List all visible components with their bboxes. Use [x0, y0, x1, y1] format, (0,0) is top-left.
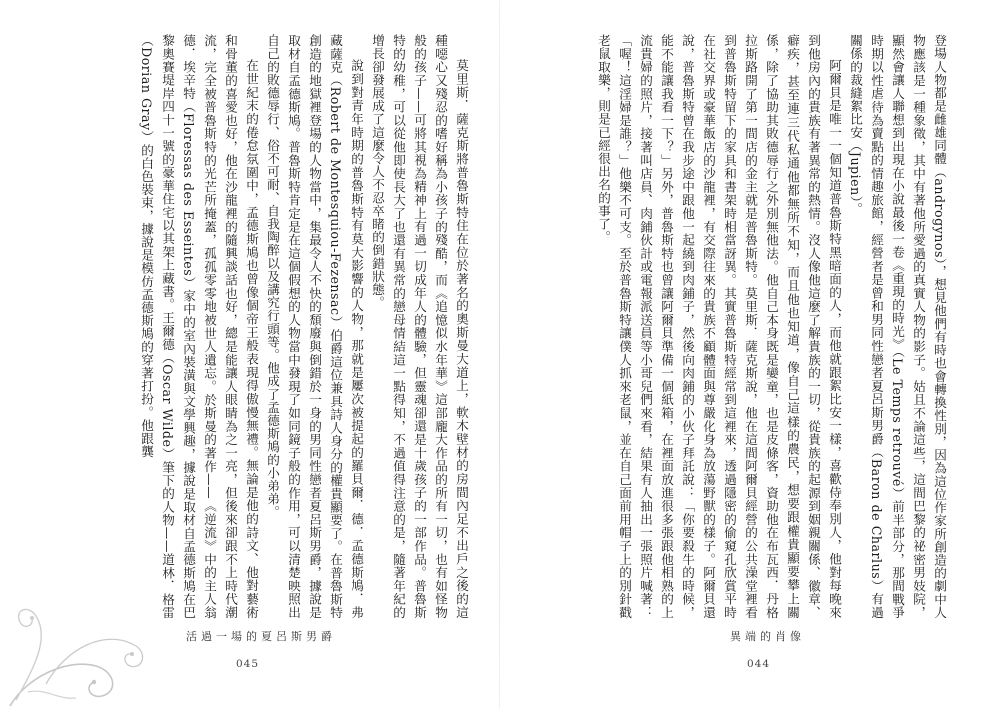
left-page-number: 045	[236, 658, 260, 670]
right-paragraph-2: 阿爾貝是唯一一個知道普魯斯特黑暗面的人，而他就跟絮比安一樣，喜歡侍奉別人，他對每晚來到他房內的貴族有著異常的熱情。沒人像他這麼了解貴族的一切，從貴族的起源到姻親關係、徽章、癖疾，甚至連三代私通他都無所不知，而且他也知道，像自己這樣的農民，想要跟權貴顯要攀上關係，除了協助其敗德辱行之外別無他法。他自己本身既是孌童，也是皮條客，資助他在布瓦西．丹格拉斯路開了第一間店的金主就是普魯斯特。莫里斯．薩克斯說，他在這間阿爾貝經營的公共澡堂裡看到普魯斯特留下的家具和書架時相當訝異。其實普魯斯特經常到這裡來，透過隱密的偷窺孔欣賞平時在社交界或豪華飯店的沙龍裡，有交際往來的貴族不顧體面與尊嚴化身為放蕩野獸的樣子。阿爾貝還說，普魯斯特曾在我步途中跟他一起繞到肉鋪子，然後向肉鋪的小伙子拜託說：「你要殺牛的時候，能不能讓我看一下？」另外，普魯斯特也曾讓阿爾貝準備一個紙箱，在裡面放進很多張跟他相熟的上流貴婦的照片，接著叫店員、肉鋪伙計或電報派送員等小哥兒們來看，結果有人抽出一張照片喊著：「喔！這淫婦是誰？」他樂不可支。至於普魯斯特讓僕人抓來老鼠，並在自己面前用帽子上的別針戳老鼠取樂，則是已經很出名的事了。	[596, 34, 842, 619]
left-paragraph-1: 莫里斯．薩克斯將普魯斯特住在位於著名的奧斯曼大道上，軟木壁材的房間內足不出戶之後的這種噁心又殘忍的嗜好稱為小孩子的殘酷，而《追憶似水年華》這部龐大作品的所有一切，也有如怪物般的孩子——可將其視為精神上有過一切成年人的體驗，但靈魂卻還是十歲孩子的一部作品。普魯斯特的幼稚，可以從他即使長大了也還有異常的戀母情結這一點得知，不過值得注意的是，隨著年紀的增長卻發展成了這麼令人不忍卒睹的倒錯狀態。	[370, 34, 469, 619]
floral-flourish-icon	[6, 588, 156, 708]
left-paragraph-3: 在世紀末的倦怠氛圍中，孟德斯鳩也曾像個帝王般表現得傲慢無禮。無論是他的詩文、他對藝術和骨董的喜愛也好，他在沙龍裡的隨興談話也好，總是能讓人眼睛為之一亮，但後來卻跟不上時代潮流，完全被普魯斯特的光芒所掩蓋，孤孤零零地被世人遺忘。於斯曼的著作——《逆流》中的主人翁德．埃辛特（Floressas des Esseintes）家中的室內裝潢與文學興趣，據說是取材自孟德斯鳩在巴黎奧賽堤岸四十一號的豪華住宅以其架上藏書。王爾德（Oscar Wilde）筆下的人物——道林．格雷（Dorian Gray）的白色裝束，據說是模仿孟德斯鳩的穿著打扮。他跟龔	[139, 34, 259, 619]
left-page-text	[64, 34, 472, 619]
right-page-text	[540, 34, 950, 619]
right-running-head: 異端的肖像	[730, 630, 805, 643]
right-page	[500, 0, 999, 709]
left-paragraph-2: 說到對青年時期的普魯斯特有莫大影響的人物，那就是屢次被提起的羅貝爾．德．孟德斯鳩．弗藏薩克（Robert de Montesquiou-Fezensac）伯爵這位兼具詩人身分的權貴顯要了。在普魯斯特創造的地獄裡登場的人物當中，集最令人不快的頹廢與倒錯於一身的男同性戀者夏呂斯男爵，據說是取材自孟德斯鳩。普魯斯特肯定是在這個假想的人物當中發現了如同鏡子般的作用，可以清楚映照出自己的敗德辱行、俗不可耐、自我陶醉以及講究行頭等。他成了孟德斯鳩的小弟弟。	[265, 34, 364, 619]
left-running-head: 活過一場的夏呂斯男爵	[186, 630, 336, 643]
right-page-number: 044	[747, 658, 771, 670]
left-page	[0, 0, 499, 709]
right-paragraph-1: 登場人物都是雌雄同體（androgynos），想見他們有時也會轉換性別，因為這位作家所創造的劇中人物應該是一種象徵，其中有著他所愛過的真實人物的影子。姑且不論這些，這間巴黎的祕密男妓院，顯然會讓人聯想到出現在小說最後一卷《重現的時光》（Le Temps retrouvé）前半部分，那間戰爭時期以性虐待為賣點的情趣旅館，經營者是曾和男同性戀者夏呂斯男爵（Baron de Charlus）有過關係的裁縫絮比安（Jupien）。	[848, 34, 947, 619]
